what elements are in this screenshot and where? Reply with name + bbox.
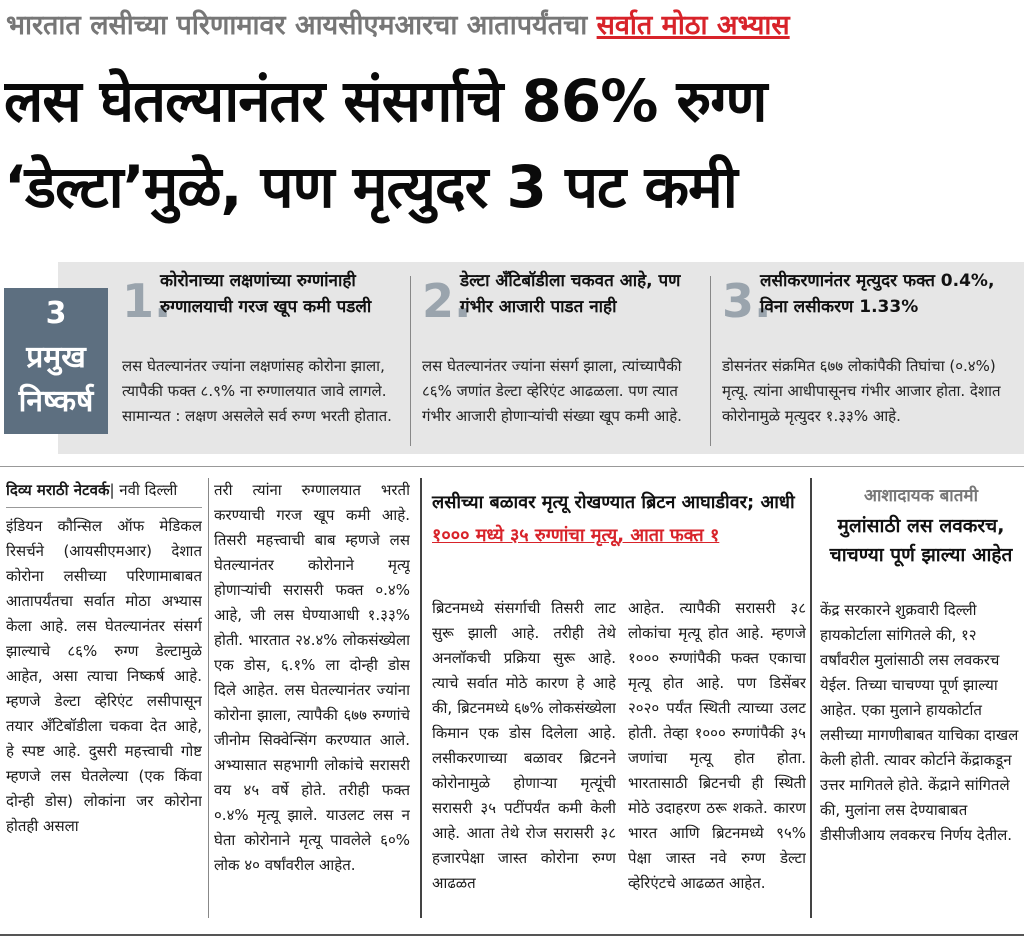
finding-1 (122, 268, 398, 452)
britain-headline-text: लसीच्या बळावर मृत्यू रोखण्यात ब्रिटन आघाडीवर; आधी (432, 492, 795, 513)
britain-headline (432, 486, 800, 552)
side-headline: मुलांसाठी लस लवकरच, चाचण्या पूर्ण झाल्या आहेत (829, 515, 1013, 566)
kicker-text: भारतात लसीच्या परिणामावर आयसीएमआरचा आतापर्यंतचा (6, 10, 597, 41)
kicker-line (6, 4, 1018, 48)
finding-divider (710, 276, 711, 446)
byline-source: दिव्य मराठी नेटवर्क (6, 481, 110, 499)
article-text-2: तरी त्यांना रुग्णालयात भरती करण्याची गरज खूप कमी आहे. तिसरी महत्त्वाची बाब म्हणजे लस घेतल्यानंतर कोरोनाने मृत्यू होणाऱ्यांची सरासरी फक्त ०.४% आहे, जी लस घेण्याआधी १.३३% होती. भारतात २४.४% लोकसंख्येला एक डोस, ६.१% ला दोन्ही डोस दिले आहेत. लस घेतल्यानंतर ज्यांना कोरोना झाला, त्यापैकी ६७७ रुग्णांचे जीनोम सिक्वेन्सिंग करण्यात आले. अभ्यासात सहभागी लोकांचे सरासरी वय ४५ वर्षे होते. तरीही फक्त ०.४% मृत्यू झाले. याउलट लस न घेता कोरोनाने मृत्यू पावलेले ६०% लोक ४० वर्षांवरील आहेत. (214, 481, 410, 874)
article-column-1 (6, 478, 202, 918)
side-column (820, 598, 1020, 918)
box-right-border (810, 478, 812, 918)
byline-place: | नवी दिल्ली (109, 481, 178, 499)
kicker-highlight: सर्वात मोठा अभ्यास (596, 10, 790, 41)
finding-body: लस घेतल्यानंतर ज्यांना संसर्ग झाला, त्यांच्यापैकी ८६% जणांत डेल्टा व्हेरिएंट आढळला. पण त्यात गंभीर आजारी होणाऱ्यांची संख्या खूप कमी आहे. (422, 357, 682, 425)
headline-line-2: ‘डेल्टा’मुळे, पण मृत्युदर 3 पट कमी (4, 153, 737, 221)
finding-heading: कोरोनाच्या लक्षणांच्या रुग्णांनाही रुग्णालयाची गरज खूप कमी पडली (160, 271, 372, 317)
side-text: केंद्र सरकारने शुक्रवारी दिल्ली हायकोर्टाला सांगितले की, १२ वर्षांवरील मुलांसाठी लस लवकरच येईल. तिच्या चाचण्या पूर्ण झाल्या आहेत. एका मुलाने हायकोर्टात लसीच्या मागणीबाबत याचिका दाखल केली होती. त्यावर कोर्टाने केंद्राकडून उत्तर मागितले होते. केंद्राने सांगितले की, मुलांना लस देण्याबाबत डीसीजीआय लवकरच निर्णय देतील. (820, 601, 1019, 844)
finding-body: डोसनंतर संक्रमित ६७७ लोकांपैकी तिघांचा (०.४%) मृत्यू. त्यांना आधीपासूनच गंभीर आजार होता. देशात कोरोनामुळे मृत्युदर १.३३% आहे. (722, 357, 1001, 425)
finding-3 (722, 268, 1014, 452)
badge-line-1: प्रमुख (26, 340, 86, 375)
finding-number: 1. (122, 274, 172, 328)
main-headline (4, 58, 1020, 230)
section-rule (0, 466, 1024, 467)
britain-column-2 (628, 596, 806, 918)
britain-headline-highlight: १००० मध्ये ३५ रुग्णांचा मृत्यू, आता फक्त १ (432, 525, 720, 546)
article-column-2 (214, 478, 410, 918)
finding-divider (410, 276, 411, 446)
finding-heading: डेल्टा अँटिबॉडीला चकवत आहे, पण गंभीर आजारी पाडत नाही (460, 271, 681, 317)
article-text-1: इंडियन कौन्सिल ऑफ मेडिकल रिसर्चने (आयसीएमआर) देशात कोरोना लसीच्या परिणामाबाबत आतापर्यंतचा सर्वात मोठा अभ्यास केला आहे. लस घेतल्यानंतर संसर्ग झाल्याचे ८६% रुग्ण डेल्टामुळे आहेत, असा त्याचा निष्कर्ष आहे. म्हणजे डेल्टा व्हेरिएंट लसीपासून तयार अँटिबॉडीला चकवा देत आहे, हे स्पष्ट आहे. दुसरी महत्त्वाची गोष्ट म्हणजे लस घेतलेल्या (एक किंवा दोन्ही डोस) लोकांना जर कोरोना होतही असला (6, 517, 202, 835)
headline-line-1: लस घेतल्यानंतर संसर्गाचे 86% रुग्ण (4, 67, 767, 135)
finding-heading: लसीकरणानंतर मृत्युदर फक्त 0.4%, विना लसीकरण 1.33% (760, 271, 995, 317)
byline-rule (6, 507, 202, 508)
finding-number: 2. (422, 274, 472, 328)
badge-line-2: निष्कर्ष (18, 384, 94, 419)
box-left-border (420, 478, 422, 918)
britain-text-2: आहेत. त्यापैकी सरासरी ३८ लोकांचा मृत्यू होत आहे. म्हणजे १००० रुग्णांपैकी फक्त एकाचा मृत्यू होत आहे. पण डिसेंबर २०२० पर्यंत स्थिती त्याच्या उलट होती. तेव्हा १००० रुग्णांपैकी ३५ जणांचा मृत्यू होत होता. भारतासाठी ब्रिटनची ही स्थिती मोठे उदाहरण ठरू शकते. कारण भारत आणि ब्रिटनमध्ये ९५% पेक्षा जास्त नवे रुग्ण डेल्टा व्हेरिएंटचे आढळत आहेत. (628, 599, 806, 892)
badge-number: 3 (45, 296, 67, 331)
finding-number: 3. (722, 274, 772, 328)
side-kicker: आशादायक बातमी (864, 486, 978, 506)
findings-badge (4, 288, 108, 434)
finding-2 (422, 268, 700, 452)
column-divider (208, 478, 209, 918)
finding-body: लस घेतल्यानंतर ज्यांना लक्षणांसह कोरोना झाला, त्यापैकी फक्त ८.९% ना रुग्णालयात जावे लागले. सामान्यत : लक्षण असलेले सर्व रुग्ण भरती होतात. (122, 357, 392, 425)
britain-column-1 (432, 596, 616, 918)
britain-text-1: ब्रिटनमध्ये संसर्गाची तिसरी लाट सुरू झाली आहे. तरीही तेथे अनलॉकची प्रक्रिया सुरू आहे. त्याचे सर्वात मोठे कारण हे आहे की, ब्रिटनमध्ये ६७% लोकसंख्येला किमान एक डोस दिलेला आहे. लसीकरणाच्या बळावर ब्रिटनने कोरोनामुळे होणाऱ्या मृत्यूंची सरासरी ३५ पटींपर्यंत कमी केली आहे. आता तेथे रोज सरासरी ३८ हजारपेक्षा जास्त कोरोना रुग्ण आढळत (432, 599, 616, 892)
bottom-rule (0, 934, 1024, 936)
